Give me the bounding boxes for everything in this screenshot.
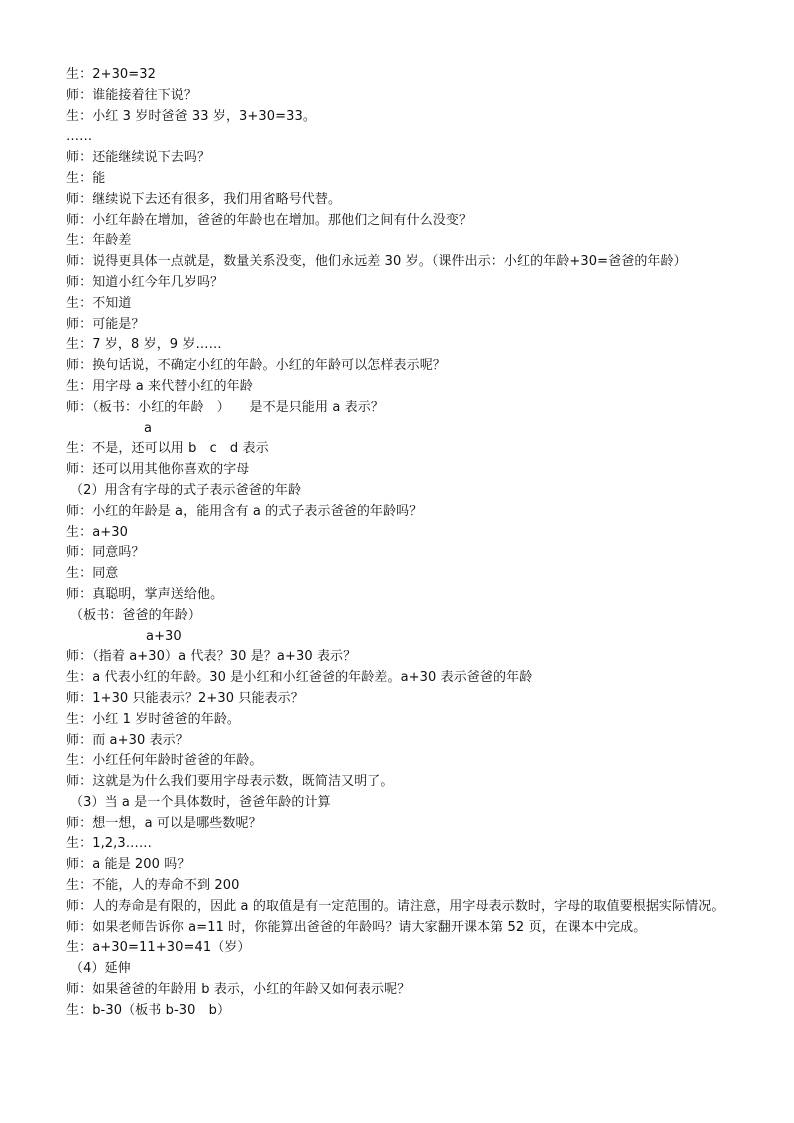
text-line: 生：小红 3 岁时爸爸 33 岁，3+30=33。: [66, 108, 316, 124]
text-line: 生：小红任何年龄时爸爸的年龄。: [66, 753, 263, 769]
section-heading: （4）延伸: [70, 961, 131, 977]
text-line: 师：如果爸爸的年龄用 b 表示，小红的年龄又如何表示呢？: [66, 982, 411, 998]
text-line: 生：能: [66, 170, 106, 186]
text-line: 师：还能继续说下去吗？: [66, 150, 211, 166]
text-line: 生：1,2,3……: [66, 836, 152, 852]
text-line: 师：换句话说，不确定小红的年龄。小红的年龄可以怎样表示呢？: [66, 358, 446, 374]
text-line: 生：同意: [66, 566, 119, 582]
text-line: 生：7 岁，8 岁，9 岁……: [66, 337, 222, 353]
text-line: 生：不能，人的寿命不到 200: [66, 878, 240, 894]
text-line: 师：说得更具体一点就是，数量关系没变，他们永远差 30 岁。（课件出示：小红的年龄+30=爸爸的年龄）: [66, 254, 687, 270]
text-line: 师：（板书：小红的年龄 ） 是不是只能用 a 表示？: [66, 399, 384, 415]
text-line: 师：谁能接着往下说？: [66, 87, 198, 103]
board-note: （板书：爸爸的年龄）: [70, 607, 202, 623]
text-line: 师：小红的年龄是 a，能用含有 a 的式子表示爸爸的年龄吗？: [66, 503, 423, 519]
text-line: 生：a 代表小红的年龄。30 是小红和小红爸爸的年龄差。a+30 表示爸爸的年龄: [66, 670, 533, 686]
text-line: 师：想一想，a 可以是哪些数呢？: [66, 815, 262, 831]
text-line: 师：继续说下去还有很多，我们用省略号代替。: [66, 191, 342, 207]
section-heading: （2）用含有字母的式子表示爸爸的年龄: [70, 482, 302, 498]
text-line: 师：如果老师告诉你 a=11 时，你能算出爸爸的年龄吗？请大家翻开课本第 52 页，在课本中完成。: [66, 919, 647, 935]
text-line: 生：不是，还可以用 b c d 表示: [66, 441, 269, 457]
text-line: 师：小红年龄在增加，爸爸的年龄也在增加。那他们之间有什么没变？: [66, 212, 473, 228]
text-paragraph: 师：人的寿命是有限的，因此 a 的取值是有一定范围的。请注意，用字母表示数时，字母的取值要根据实际情况。: [66, 898, 725, 914]
board-note-a30: a+30: [146, 628, 182, 644]
text-line: ……: [66, 129, 93, 145]
text-line: 生：a+30=11+30=41（岁）: [66, 940, 251, 956]
text-line: 生：不知道: [66, 295, 132, 311]
text-line: 师：a 能是 200 吗？: [66, 857, 191, 873]
section-heading: （3）当 a 是一个具体数时，爸爸年龄的计算: [70, 794, 331, 810]
text-line: 师：可能是？: [66, 316, 145, 332]
board-note-a: a: [144, 420, 153, 436]
text-line: 师：（指着 a+30）a 代表？30 是？a+30 表示？: [66, 649, 357, 665]
text-line: 生：b-30（板书 b-30 b）: [66, 1002, 231, 1018]
text-line: 师：而 a+30 表示？: [66, 732, 189, 748]
text-line: 师：还可以用其他你喜欢的字母: [66, 462, 250, 478]
text-line: 生：小红 1 岁时爸爸的年龄。: [66, 711, 241, 727]
text-line: 生：年龄差: [66, 233, 132, 249]
text-line: 师：真聪明，掌声送给他。: [66, 586, 224, 602]
text-line: 师：1+30 只能表示？2+30 只能表示？: [66, 690, 304, 706]
text-line: 师：这就是为什么我们要用字母表示数，既简洁又明了。: [66, 774, 394, 790]
text-line: 生：a+30: [66, 524, 129, 540]
text-line: 师：知道小红今年几岁吗？: [66, 274, 224, 290]
text-line: 生：2+30=32: [66, 67, 157, 82]
text-line: 师：同意吗？: [66, 545, 145, 561]
text-line: 生：用字母 a 来代替小红的年龄: [66, 378, 253, 394]
lesson-transcript: [66, 65, 766, 1022]
